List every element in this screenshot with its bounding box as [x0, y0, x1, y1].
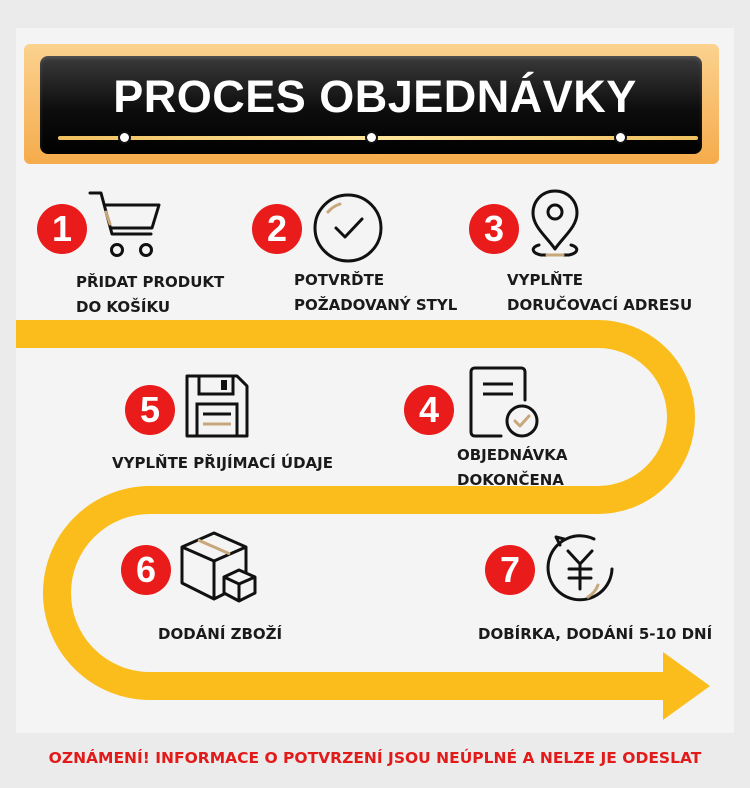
- step-7-label: DOBÍRKA, DODÁNÍ 5-10 DNÍ: [478, 625, 713, 643]
- shopping-cart-icon: [88, 190, 164, 262]
- step-2-number: 2: [252, 204, 302, 254]
- step-3-number: 3: [469, 204, 519, 254]
- floppy-disk-icon: [183, 372, 251, 440]
- package-boxes-icon: [178, 527, 258, 605]
- location-pin-icon: [527, 187, 583, 259]
- check-circle-icon: [312, 192, 384, 264]
- page-title: PROCES OBJEDNÁVKY: [113, 71, 637, 122]
- step-5-number: 5: [125, 385, 175, 435]
- step-1-number: 1: [37, 204, 87, 254]
- step-6-number: 6: [121, 545, 171, 595]
- banner-rail: [58, 136, 698, 140]
- rail-knob: [614, 131, 627, 144]
- notice-text: OZNÁMENÍ! INFORMACE O POTVRZENÍ JSOU NEÚPLNÉ A NELZE JE ODESLAT: [48, 749, 702, 767]
- step-7-number: 7: [485, 545, 535, 595]
- step-6-label: DODÁNÍ ZBOŽÍ: [158, 625, 283, 643]
- yuan-refresh-icon: [542, 531, 618, 607]
- step-5-label: VYPLŇTE PŘIJÍMACÍ ÚDAJE: [112, 454, 333, 472]
- rail-knob: [118, 131, 131, 144]
- rail-knob: [365, 131, 378, 144]
- step-3-label: VYPLŇTE DORUČOVACÍ ADRESU: [507, 271, 693, 314]
- step-2-label: POTVRĎTE POŽADOVANÝ STYL: [294, 271, 458, 314]
- step-4-label: OBJEDNÁVKA DOKONČENA: [457, 446, 568, 489]
- document-check-icon: [467, 364, 543, 440]
- step-1-label: PŘIDAT PRODUKT DO KOŠÍKU: [76, 273, 225, 316]
- step-4-number: 4: [404, 385, 454, 435]
